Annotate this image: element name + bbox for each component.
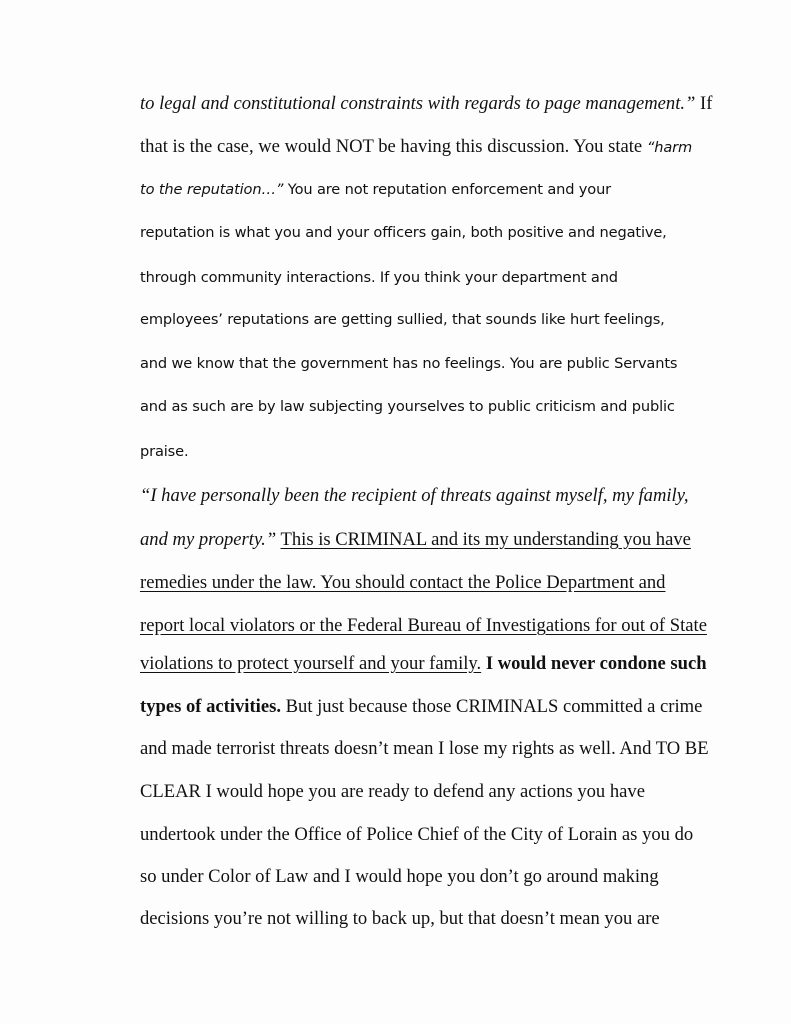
text-line <box>140 220 667 245</box>
text-line <box>140 737 709 761</box>
text-line <box>140 865 659 889</box>
text-line <box>140 528 691 552</box>
text-segment-underline: remedies under the law. You should contact the Police Department and <box>140 572 666 593</box>
text-line <box>140 394 675 419</box>
text-segment-sans: You are not reputation enforcement and your <box>283 181 612 198</box>
text-segment-underline: report local violators or the Federal Bureau of Investigations for out of State <box>140 615 707 636</box>
text-segment-italic: to legal and constitutional constraints with regards to page management.” <box>140 93 696 114</box>
text-line <box>140 351 677 376</box>
text-segment-underline: This is CRIMINAL and its my understanding you have <box>280 529 691 550</box>
text-segment-sans: through community interactions. If you think your department and <box>140 269 618 286</box>
text-segment-normal: decisions you’re not willing to back up, but that doesn’t mean you are <box>140 908 660 929</box>
text-segment-normal: and made terrorist threats doesn’t mean I lose my rights as well. And TO BE <box>140 738 709 759</box>
text-line <box>140 265 618 290</box>
text-segment-italic-sans: “harm <box>646 139 693 156</box>
text-segment-sans: reputation is what you and your officers gain, both positive and negative, <box>140 224 667 241</box>
text-line <box>140 695 702 719</box>
text-line <box>140 92 712 116</box>
text-segment-italic: and my property.” <box>140 529 277 550</box>
text-line <box>140 652 707 676</box>
text-line <box>140 307 665 332</box>
text-segment-underline: violations to protect yourself and your family. <box>140 653 482 674</box>
text-segment-italic: “I have personally been the recipient of threats against myself, my family, <box>140 485 689 506</box>
text-segment-normal: If <box>695 93 713 114</box>
text-line <box>140 780 645 804</box>
text-line <box>140 135 692 160</box>
text-segment-normal: But just because those CRIMINALS committed a crime <box>280 696 703 717</box>
text-segment-sans: and as such are by law subjecting yourselves to public criticism and public <box>140 398 675 415</box>
text-segment-italic-sans: to the reputation…” <box>140 181 284 198</box>
text-line <box>140 614 707 638</box>
text-line <box>140 907 660 931</box>
text-segment-sans: praise. <box>140 443 189 460</box>
text-line <box>140 177 611 202</box>
text-segment-normal: that is the case, we would NOT be having this discussion. You state <box>140 136 647 157</box>
text-segment-bold: I would never condone such <box>485 653 707 674</box>
text-segment-normal: CLEAR I would hope you are ready to defend any actions you have <box>140 781 645 802</box>
text-line <box>140 484 689 508</box>
text-segment-normal: so under Color of Law and I would hope you don’t go around making <box>140 866 659 887</box>
text-segment-sans: employees’ reputations are getting sullied, that sounds like hurt feelings, <box>140 311 665 328</box>
text-segment-normal: undertook under the Office of Police Chief of the City of Lorain as you do <box>140 824 694 845</box>
text-segment-bold: types of activities. <box>140 696 281 717</box>
text-segment-sans: and we know that the government has no feelings. You are public Servants <box>140 355 678 372</box>
text-line <box>140 571 665 595</box>
text-line <box>140 439 188 464</box>
text-line <box>140 823 693 847</box>
